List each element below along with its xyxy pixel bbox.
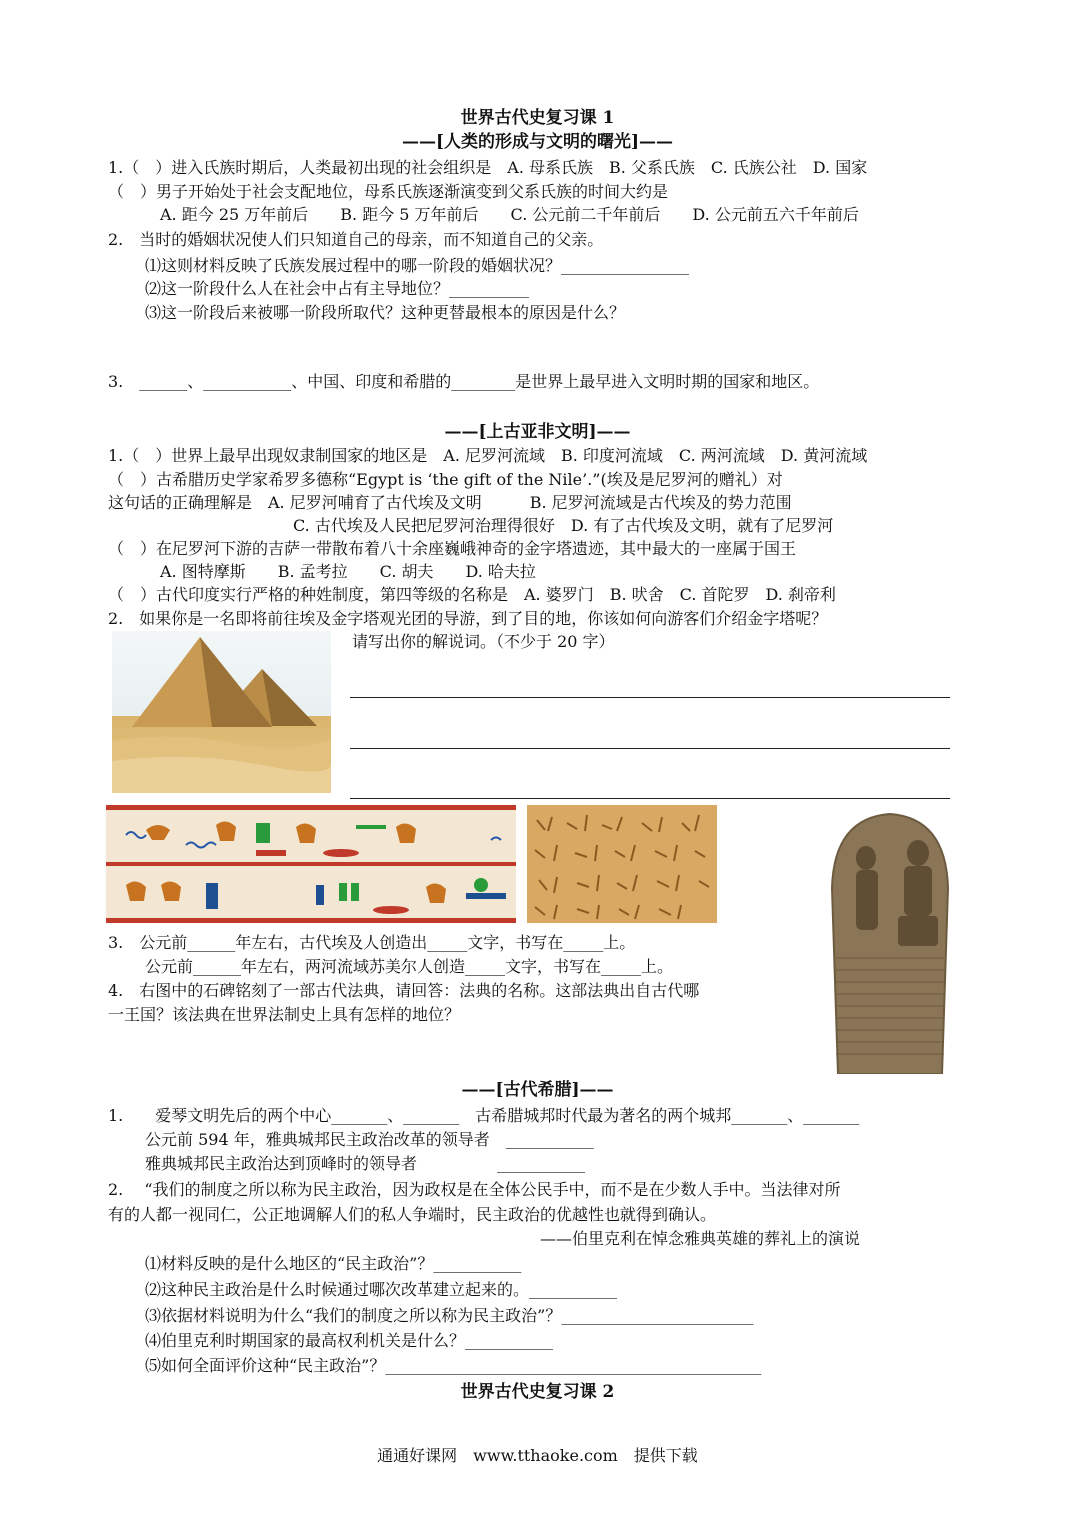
question-options: A. 距今 25 万年前后 B. 距今 5 万年前后 C. 公元前二千年前后 D. 公元前五六千年前后	[160, 205, 859, 224]
question-line: 有的人都一视同仁，公正地调解人们的私人争端时，民主政治的优越性也就得到确认。	[108, 1205, 717, 1224]
answer-line	[350, 748, 950, 749]
next-title: 世界古代史复习课 2	[460, 1382, 615, 1402]
question-line: 2. “我们的制度之所以称为民主政治，因为政权是在全体公民手中，而不是在少数人手中。当法律对所	[108, 1180, 841, 1199]
question-line: 这句话的正确理解是 A. 尼罗河哺育了古代埃及文明 B. 尼罗河流域是古代埃及的势力范围	[108, 493, 792, 512]
sub-question: ⑴这则材料反映了氏族发展过程中的哪一阶段的婚姻状况？________________	[145, 256, 690, 275]
question-line: 一王国？该法典在世界法制史上具有怎样的地位？	[108, 1005, 461, 1024]
sub-question: ⑸如何全面评价这种“民主政治”？_______________________________________________	[145, 1356, 762, 1375]
question-line: 3. 公元前______年左右，古代埃及人创造出_____文字，书写在_____上。	[108, 933, 636, 952]
question-line: 2. 如果你是一名即将前往埃及金字塔观光团的导游，到了目的地，你该如何向游客们介绍金字塔呢？	[108, 609, 828, 628]
cuneiform-tablet-image	[527, 805, 717, 923]
question-line: 3. ______、___________、中国、印度和希腊的________是世界上最早进入文明时期的国家和地区。	[108, 372, 820, 391]
sub-question: ⑶依据材料说明为什么“我们的制度之所以称为民主政治”？________________________	[145, 1306, 754, 1325]
sub-question: ⑵这一阶段什么人在社会中占有主导地位？__________	[145, 279, 530, 298]
footer-text: 通通好课网 www.tthaoke.com 提供下载	[377, 1446, 698, 1465]
question-line: 2. 当时的婚姻状况使人们只知道自己的母亲，而不知道自己的父亲。	[108, 230, 604, 249]
hieroglyphs-image	[106, 805, 516, 923]
question-line: 1.（ ）进入氏族时期后，人类最初出现的社会组织是 A. 母系氏族 B. 父系氏族 C. 氏族公社 D. 国家	[108, 158, 868, 177]
question-line: 公元前 594 年，雅典城邦民主政治改革的领导者 ___________	[145, 1130, 594, 1149]
question-line: 请写出你的解说词。（不少于 20 字）	[352, 632, 615, 651]
quote-attribution: ——伯里克利在悼念雅典英雄的葬礼上的演说	[540, 1229, 861, 1248]
question-line: 公元前______年左右，两河流域苏美尔人创造_____文字，书写在_____上。	[145, 957, 674, 976]
sub-question: ⑴材料反映的是什么地区的“民主政治”？___________	[145, 1254, 522, 1273]
section-heading-ancient-greece: ——[古代希腊]——	[461, 1080, 614, 1100]
question-options: A. 图特摩斯 B. 孟考拉 C. 胡夫 D. 哈夫拉	[160, 562, 536, 581]
question-line: （ ）在尼罗河下游的吉萨一带散布着八十余座巍峨神奇的金字塔遗迹，其中最大的一座属于国王	[108, 539, 797, 558]
question-line: 1.（ ）世界上最早出现奴隶制国家的地区是 A. 尼罗河流域 B. 印度河流域 C. 两河流域 D. 黄河流域	[108, 446, 868, 465]
question-line: 雅典城邦民主政治达到顶峰时的领导者 ___________	[145, 1154, 586, 1173]
answer-line	[350, 697, 950, 698]
pyramids-image	[112, 631, 331, 793]
hammurabi-stele-image	[818, 808, 962, 1074]
question-line: （ ）古希腊历史学家希罗多德称“Egypt is ‘the gift of the Nile’.”(埃及是尼罗河的赠礼）对	[108, 470, 783, 489]
section-heading-civilization-dawn: ——[人类的形成与文明的曙光]——	[401, 132, 674, 152]
question-line: 1. 爱琴文明先后的两个中心_______、_______ 古希腊城邦时代最为著名的两个城邦_______、_______	[108, 1106, 860, 1125]
sub-question: ⑷伯里克利时期国家的最高权利机关是什么？___________	[145, 1331, 554, 1350]
sub-question: ⑶这一阶段后来被哪一阶段所取代？这种更替最根本的原因是什么？	[145, 303, 626, 322]
sub-question: ⑵这种民主政治是什么时候通过哪次改革建立起来的。___________	[145, 1280, 618, 1299]
question-line: （ ）古代印度实行严格的种姓制度，第四等级的名称是 A. 婆罗门 B. 吠舍 C. 首陀罗 D. 刹帝利	[108, 585, 836, 604]
question-options: C. 古代埃及人民把尼罗河治理得很好 D. 有了古代埃及文明，就有了尼罗河	[293, 516, 834, 535]
answer-line	[350, 798, 950, 799]
page-title: 世界古代史复习课 1	[460, 108, 615, 128]
question-line: （ ）男子开始处于社会支配地位，母系氏族逐渐演变到父系氏族的时间大约是	[108, 182, 669, 201]
section-heading-ancient-asia-africa: ——[上古亚非文明]——	[444, 422, 631, 442]
question-line: 4. 右图中的石碑铭刻了一部古代法典，请回答：法典的名称。这部法典出自古代哪	[108, 981, 700, 1000]
